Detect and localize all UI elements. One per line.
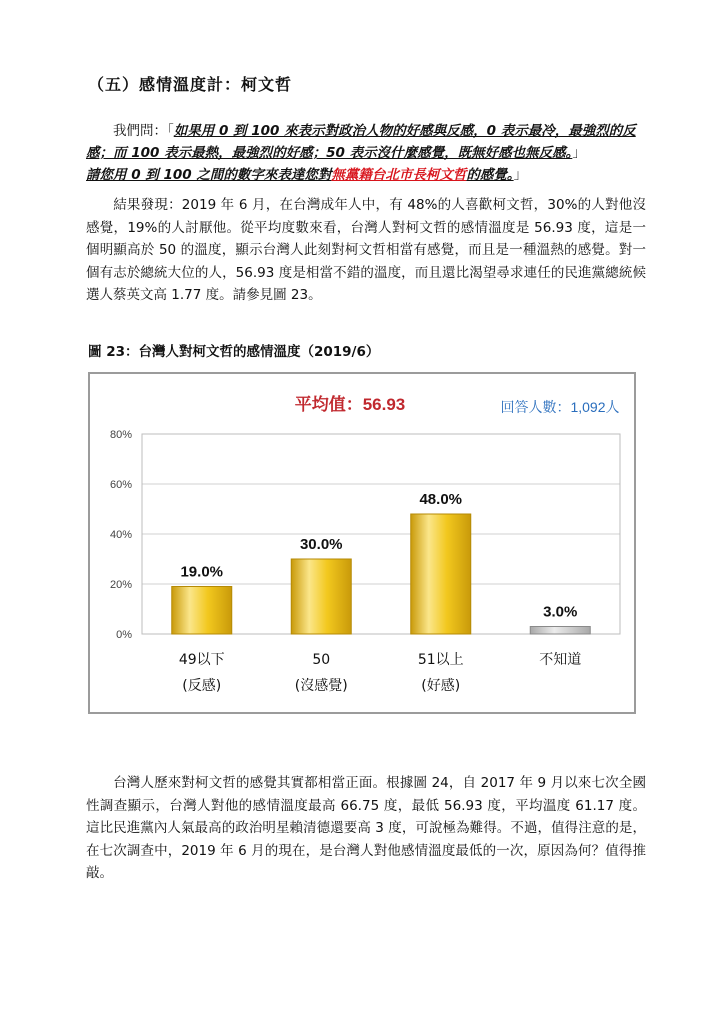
y-tick-label: 20% <box>109 579 132 591</box>
y-tick-label: 0% <box>116 629 132 641</box>
plot-area <box>110 429 620 694</box>
y-tick-label: 40% <box>109 529 132 541</box>
question-end-quote: 」 <box>513 167 528 183</box>
y-tick-label: 80% <box>109 429 132 441</box>
bar-chart <box>90 374 634 712</box>
paragraph-2-text: 台灣人歷來對柯文哲的感覺其實都相當正面。根據圖 24，自 2017 年 9 月以來七次全國性調查顯示，台灣人對他的感情溫度最高 66.75 度，最低 56.93 度，平均溫度 61.17 度。這比民進黨內人氣最高的政治明星賴清德還要高 3 度，可說極為難得。不過，值得注意的是，在七次調查中，2019 年 6 月的現在，是台灣人對他感情溫度最低的一次，原因為何？值得推敲。 <box>86 775 646 881</box>
x-tick-label: 50 <box>312 652 331 668</box>
bar <box>530 627 590 635</box>
respondents-label: 回答人數：1,092人 <box>500 399 620 415</box>
question-close-quote: 」 <box>572 145 586 161</box>
result-paragraph <box>86 194 646 307</box>
section-title: （五）感情溫度計：柯文哲 <box>88 75 293 94</box>
data-label: 19.0% <box>180 563 224 581</box>
data-label: 48.0% <box>419 491 463 508</box>
x-tick-label: 不知道 <box>539 652 582 668</box>
bar <box>172 587 232 635</box>
figure-caption: 圖 23：台灣人對柯文哲的感情溫度（2019/6） <box>88 344 380 360</box>
question-lead: 我們問：「 <box>113 123 174 139</box>
result-text: 結果發現：2019 年 6 月，在台灣成年人中，有 48%的人喜歡柯文哲，30%的人對他沒感覺，19%的人討厭他。從平均度數來看，台灣人對柯文哲的感情溫度是 56.93 度，這是一個明顯高於 50 的溫度，顯示台灣人此刻對柯文哲相當有感覺，而且是一種溫熱的感覺。對一個有志於總統大位的人，56.93 度是相當不錯的溫度，而且還比渴望尋求連任的民進黨總統候選人蔡英文高 1.77 度。請參見圖 23。 <box>86 197 646 303</box>
paragraph-2 <box>86 772 646 885</box>
data-label: 30.0% <box>299 536 343 553</box>
x-tick-sublabel: (好感) <box>421 678 461 694</box>
question-highlight: 無黨籍台北市長柯文哲 <box>331 167 467 183</box>
bar <box>291 559 351 634</box>
chart-title: 平均值：56.93 <box>294 395 406 414</box>
data-label: 3.0% <box>543 603 578 621</box>
bar <box>411 514 471 634</box>
x-tick-label: 51以上 <box>417 652 464 668</box>
x-tick-sublabel: (反感) <box>182 678 222 694</box>
x-tick-sublabel: (沒感覺) <box>294 678 348 694</box>
question-text-3: 的感覺。 <box>466 167 514 183</box>
survey-question <box>86 120 646 186</box>
y-tick-label: 60% <box>109 479 132 491</box>
chart-frame <box>88 372 636 714</box>
question-text-2: 請您用 0 到 100 之間的數字來表達您對 <box>86 167 332 183</box>
x-tick-label: 49以下 <box>178 652 225 668</box>
question-text-1: 如果用 0 到 100 來表示對政治人物的好感與反感，0 表示最冷，最強烈的反感；而 100 表示最熱，最強烈的好感；50 表示沒什麼感覺，既無好感也無反感。 <box>86 123 636 161</box>
